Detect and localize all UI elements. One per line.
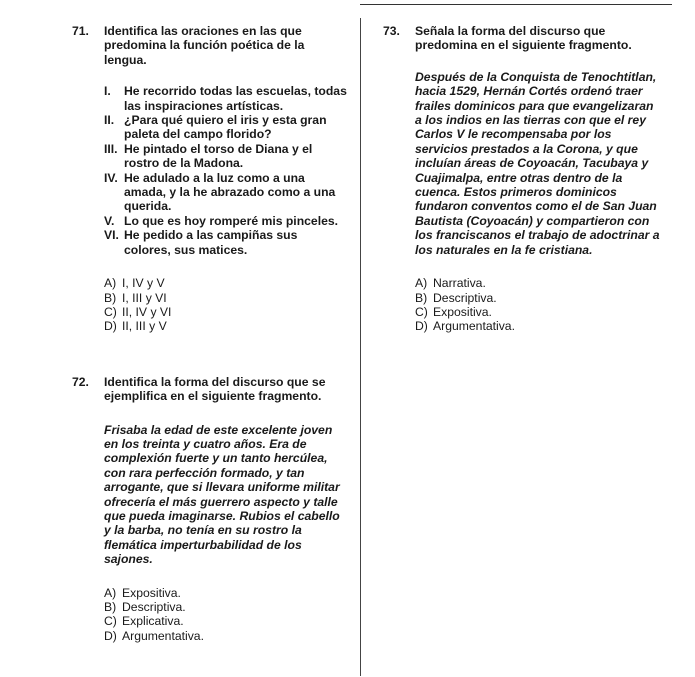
- statement-item: [104, 84, 347, 113]
- answer-option-a[interactable]: [104, 276, 347, 290]
- option-letter: A): [104, 585, 117, 600]
- option-text: Expositiva.: [433, 304, 492, 319]
- left-column: [72, 24, 347, 643]
- option-text: II, III y V: [122, 319, 167, 334]
- statement-list: [104, 84, 347, 257]
- statement-numeral: II.: [104, 113, 115, 128]
- statement-numeral: I.: [104, 84, 111, 99]
- answer-option-c[interactable]: [104, 305, 347, 319]
- answer-option-b[interactable]: [104, 291, 347, 305]
- option-text: I, IV y V: [122, 276, 165, 291]
- option-letter: D): [415, 319, 428, 334]
- passage-text: Frisaba la edad de este excelente joven en los treinta y cuatro años. Era de complexión fuerte y un tanto hercúlea, con rara perfección formado, y tan arrogante, que si llevara uniforme militar ofrecería el más guerrero aspecto y talle que pueda imaginarse. Rubios el cabello y la barba, no tenía en su rostro la flemática imperturbabilidad de los sajones.: [104, 422, 340, 567]
- option-text: Expositiva.: [122, 585, 181, 600]
- answer-option-c[interactable]: [415, 305, 663, 319]
- statement-text: He pintado el torso de Diana y el rostro de la Madona.: [124, 141, 313, 171]
- answer-option-b[interactable]: [415, 291, 663, 305]
- right-column: [383, 24, 663, 334]
- answer-options: [104, 276, 347, 334]
- option-letter: D): [104, 628, 117, 643]
- question-stem: Señala la forma del discurso que predomina en el siguiente fragmento.: [415, 24, 632, 53]
- answer-options: [104, 586, 347, 644]
- question-number: 72.: [72, 374, 89, 389]
- option-text: Explicativa.: [122, 614, 184, 629]
- option-text: II, IV y VI: [122, 304, 172, 319]
- option-letter: A): [415, 276, 428, 291]
- question-72-header: [72, 375, 347, 404]
- statement-text: He adulado a la luz como a una amada, y la he abrazado como a una querida.: [124, 170, 336, 214]
- option-letter: C): [104, 304, 117, 319]
- question-73-header: [383, 24, 663, 53]
- statement-item: [104, 142, 347, 171]
- answer-option-a[interactable]: [415, 276, 663, 290]
- option-letter: D): [104, 319, 117, 334]
- answer-option-b[interactable]: [104, 600, 347, 614]
- option-letter: B): [415, 290, 428, 305]
- answer-options: [415, 276, 663, 334]
- statement-text: He pedido a las campiñas sus colores, sus matices.: [124, 228, 298, 257]
- statement-numeral: VI.: [104, 228, 119, 243]
- passage-text: Después de la Conquista de Tenochtitlan, hacia 1529, Hernán Cortés ordenó traer frailes dominicos para que evangelizaran a los indios en las tierras con que el rey Carlos V le recompensaba por los servicios prestados a la Corona, y que incluían áreas de Coyoacán, Tacubaya y Cuajimalpa, entre otras dentro de la cuenca. Estos primeros dominicos fundaron conventos como el de San Juan Bautista (Coyoacán) y compartieron con los franciscanos el trabajo de adoctrinar a los naturales en la fe cristiana.: [415, 69, 660, 257]
- option-text: Argumentativa.: [433, 319, 515, 334]
- statement-text: ¿Para qué quiero el iris y esta gran paleta del campo florido?: [124, 113, 327, 142]
- statement-item: [104, 113, 347, 142]
- statement-numeral: III.: [104, 141, 118, 156]
- statement-item: [104, 171, 347, 214]
- option-text: Narrativa.: [433, 276, 486, 291]
- statement-text: Lo que es hoy romperé mis pinceles.: [124, 213, 339, 228]
- question-73-body: [415, 70, 663, 334]
- question-number: 73.: [383, 24, 400, 38]
- option-text: Argumentativa.: [122, 628, 204, 643]
- option-letter: C): [104, 614, 117, 629]
- column-divider: [360, 18, 361, 676]
- statement-item: [104, 228, 347, 257]
- top-rule: [360, 4, 672, 5]
- question-number: 71.: [72, 24, 89, 38]
- answer-option-c[interactable]: [104, 614, 347, 628]
- option-letter: C): [415, 304, 428, 319]
- answer-option-d[interactable]: [415, 319, 663, 333]
- option-letter: A): [104, 276, 117, 291]
- question-stem: Identifica las oraciones en las que predomina la función poética de la lengua.: [104, 24, 305, 67]
- option-text: I, III y VI: [122, 290, 167, 305]
- answer-option-a[interactable]: [104, 586, 347, 600]
- question-72: [72, 375, 347, 644]
- statement-numeral: V.: [104, 213, 115, 228]
- answer-option-d[interactable]: [104, 629, 347, 643]
- statement-text: He recorrido todas las escuelas, todas las inspiraciones artísticas.: [124, 84, 347, 113]
- answer-option-d[interactable]: [104, 319, 347, 333]
- question-71-body: [104, 84, 347, 334]
- option-letter: B): [104, 290, 117, 305]
- question-71: [72, 24, 347, 334]
- statement-item: [104, 214, 347, 228]
- question-71-header: [72, 24, 347, 67]
- option-letter: B): [104, 600, 117, 614]
- question-72-body: [104, 423, 347, 644]
- question-73: [383, 24, 663, 334]
- option-text: Descriptiva.: [122, 600, 186, 614]
- option-text: Descriptiva.: [433, 290, 497, 305]
- question-stem: Identifica la forma del discurso que se ejemplifica en el siguiente fragmento.: [104, 374, 326, 404]
- statement-numeral: IV.: [104, 170, 118, 185]
